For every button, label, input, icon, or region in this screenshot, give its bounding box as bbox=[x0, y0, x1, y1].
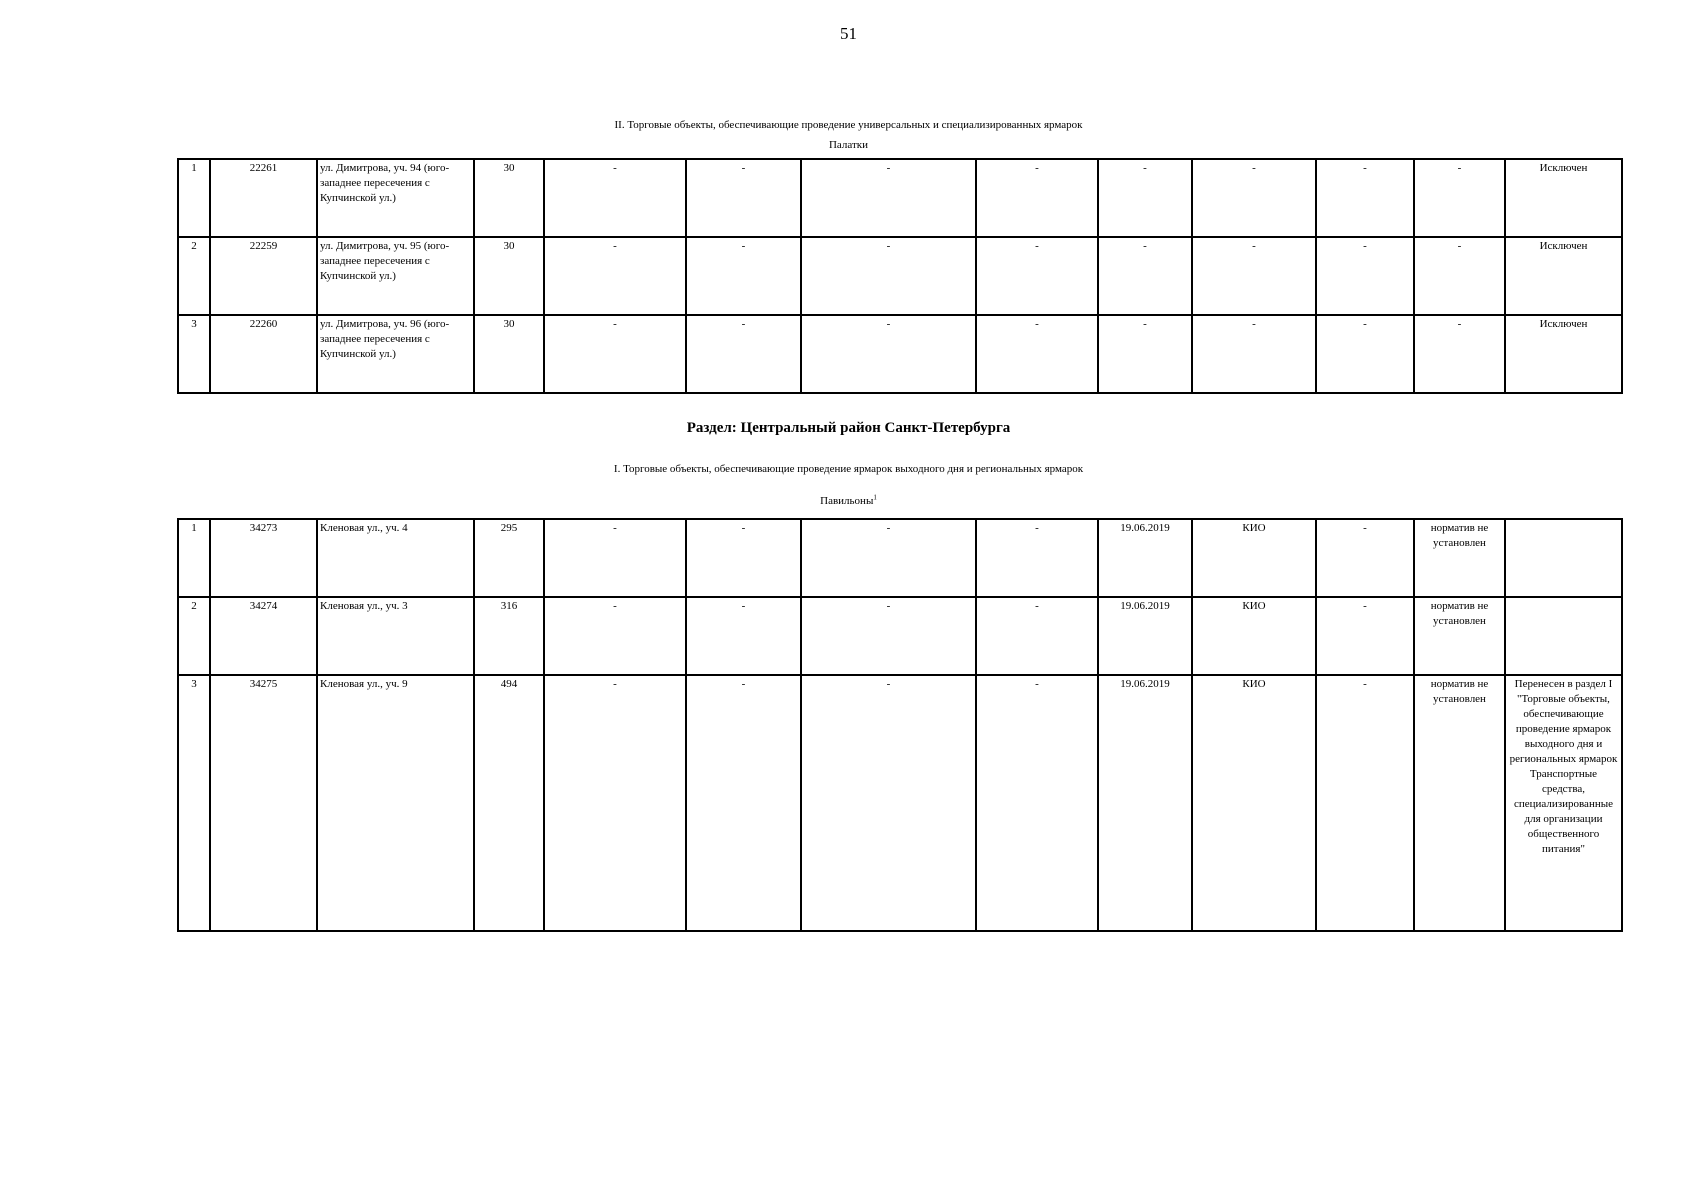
area-cell: 30 bbox=[474, 237, 544, 315]
area-cell: 30 bbox=[474, 315, 544, 393]
col-10-cell: КИО bbox=[1192, 519, 1316, 597]
object-id-cell: 34273 bbox=[210, 519, 317, 597]
area-cell: 316 bbox=[474, 597, 544, 675]
row-number-cell: 3 bbox=[178, 675, 210, 931]
col-6-cell: - bbox=[686, 519, 801, 597]
table-row bbox=[178, 237, 1622, 315]
col-8-cell: - bbox=[976, 519, 1098, 597]
col-12-cell: - bbox=[1414, 159, 1505, 237]
col-6-cell: - bbox=[686, 237, 801, 315]
col-7-cell: - bbox=[801, 675, 976, 931]
col-7-cell: - bbox=[801, 519, 976, 597]
section-i-caption: I. Торговые объекты, обеспечивающие проведение ярмарок выходного дня и региональных ярмарок bbox=[613, 463, 1084, 475]
col-7-cell: - bbox=[801, 237, 976, 315]
col-6-cell: - bbox=[686, 159, 801, 237]
object-id-cell: 34274 bbox=[210, 597, 317, 675]
section-ii-table bbox=[177, 158, 1623, 394]
row-number-cell: 3 bbox=[178, 315, 210, 393]
table-row bbox=[178, 519, 1622, 597]
area-cell: 30 bbox=[474, 159, 544, 237]
area-cell: 295 bbox=[474, 519, 544, 597]
col-5-cell: - bbox=[544, 159, 686, 237]
table-row bbox=[178, 159, 1622, 237]
table-row bbox=[178, 597, 1622, 675]
object-id-cell: 22260 bbox=[210, 315, 317, 393]
note-cell: Исключен bbox=[1505, 237, 1622, 315]
col-7-cell: - bbox=[801, 315, 976, 393]
table-row bbox=[178, 675, 1622, 931]
section-ii-caption: II. Торговые объекты, обеспечивающие проведение универсальных и специализированных ярмарок bbox=[614, 119, 1083, 131]
row-number-cell: 1 bbox=[178, 519, 210, 597]
col-9-cell: - bbox=[1098, 315, 1192, 393]
col-11-cell: - bbox=[1316, 597, 1414, 675]
col-9-cell: 19.06.2019 bbox=[1098, 519, 1192, 597]
address-cell: Кленовая ул., уч. 9 bbox=[317, 675, 474, 931]
object-id-cell: 22259 bbox=[210, 237, 317, 315]
col-5-cell: - bbox=[544, 675, 686, 931]
col-5-cell: - bbox=[544, 237, 686, 315]
col-12-cell: - bbox=[1414, 315, 1505, 393]
col-8-cell: - bbox=[976, 159, 1098, 237]
col-12-cell: норматив не установлен bbox=[1414, 597, 1505, 675]
col-6-cell: - bbox=[686, 675, 801, 931]
col-7-cell: - bbox=[801, 597, 976, 675]
note-cell: Перенесен в раздел I "Торговые объекты, обеспечивающие проведение ярмарок выходного дня и региональных ярмарок Транспортные средства, специализированные для организации общественного питания" bbox=[1505, 675, 1622, 931]
address-cell: ул. Димитрова, уч. 95 (юго-западнее пересечения с Купчинской ул.) bbox=[317, 237, 474, 315]
col-10-cell: - bbox=[1192, 315, 1316, 393]
object-id-cell: 22261 bbox=[210, 159, 317, 237]
col-5-cell: - bbox=[544, 597, 686, 675]
note-cell bbox=[1505, 519, 1622, 597]
col-12-cell: норматив не установлен bbox=[1414, 675, 1505, 931]
section-i-subcaption bbox=[0, 495, 1697, 507]
row-number-cell: 2 bbox=[178, 237, 210, 315]
col-11-cell: - bbox=[1316, 159, 1414, 237]
col-5-cell: - bbox=[544, 519, 686, 597]
col-10-cell: - bbox=[1192, 159, 1316, 237]
note-cell: Исключен bbox=[1505, 159, 1622, 237]
section-i-subcaption-text: Павильоны bbox=[820, 495, 874, 507]
col-10-cell: - bbox=[1192, 237, 1316, 315]
col-11-cell: - bbox=[1316, 315, 1414, 393]
col-12-cell: - bbox=[1414, 237, 1505, 315]
col-7-cell: - bbox=[801, 159, 976, 237]
col-11-cell: - bbox=[1316, 237, 1414, 315]
col-10-cell: КИО bbox=[1192, 675, 1316, 931]
col-8-cell: - bbox=[976, 675, 1098, 931]
col-10-cell: КИО bbox=[1192, 597, 1316, 675]
col-11-cell: - bbox=[1316, 519, 1414, 597]
section-i-table bbox=[177, 518, 1623, 932]
col-8-cell: - bbox=[976, 237, 1098, 315]
address-cell: ул. Димитрова, уч. 94 (юго-западнее пересечения с Купчинской ул.) bbox=[317, 159, 474, 237]
table-row bbox=[178, 315, 1622, 393]
col-6-cell: - bbox=[686, 597, 801, 675]
col-9-cell: 19.06.2019 bbox=[1098, 675, 1192, 931]
col-9-cell: 19.06.2019 bbox=[1098, 597, 1192, 675]
row-number-cell: 1 bbox=[178, 159, 210, 237]
section-ii-subcaption: Палатки bbox=[828, 139, 869, 151]
note-cell: Исключен bbox=[1505, 315, 1622, 393]
col-12-cell: норматив не установлен bbox=[1414, 519, 1505, 597]
object-id-cell: 34275 bbox=[210, 675, 317, 931]
address-cell: Кленовая ул., уч. 4 bbox=[317, 519, 474, 597]
col-5-cell: - bbox=[544, 315, 686, 393]
col-6-cell: - bbox=[686, 315, 801, 393]
col-8-cell: - bbox=[976, 597, 1098, 675]
page-number: 51 bbox=[840, 24, 857, 43]
note-cell bbox=[1505, 597, 1622, 675]
col-9-cell: - bbox=[1098, 237, 1192, 315]
footnote-mark: 1 bbox=[873, 493, 877, 502]
area-cell: 494 bbox=[474, 675, 544, 931]
address-cell: Кленовая ул., уч. 3 bbox=[317, 597, 474, 675]
row-number-cell: 2 bbox=[178, 597, 210, 675]
section-title: Раздел: Центральный район Санкт-Петербурга bbox=[686, 420, 1011, 436]
col-8-cell: - bbox=[976, 315, 1098, 393]
col-9-cell: - bbox=[1098, 159, 1192, 237]
address-cell: ул. Димитрова, уч. 96 (юго-западнее пересечения с Купчинской ул.) bbox=[317, 315, 474, 393]
col-11-cell: - bbox=[1316, 675, 1414, 931]
